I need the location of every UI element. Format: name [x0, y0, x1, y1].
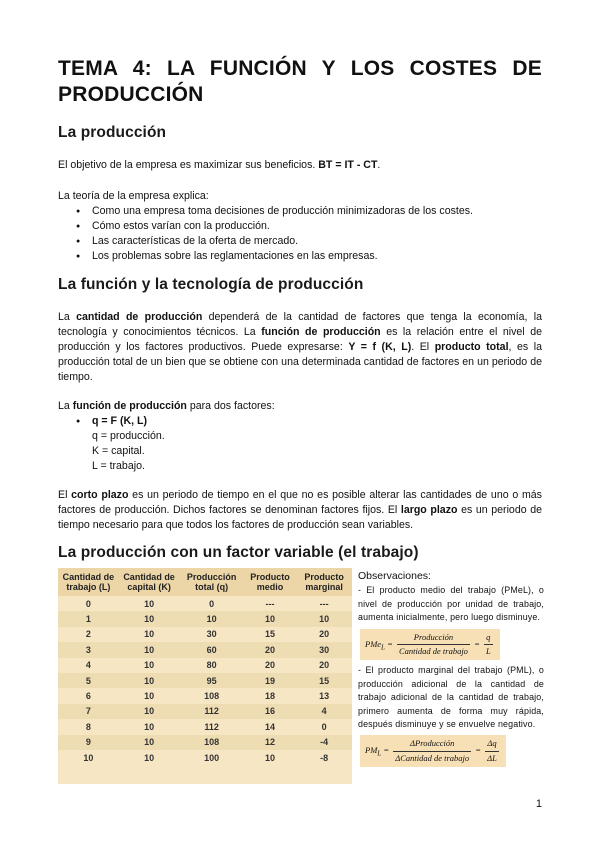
- heading-funcion-tecnologia: La función y la tecnología de producción: [58, 276, 364, 293]
- table-cell: 10: [179, 611, 243, 626]
- table-cell: 12: [244, 735, 296, 750]
- paragraph-funcion-produccion: [58, 310, 542, 385]
- list-item-formula: ● q = F (K, L): [58, 414, 147, 429]
- table-cell: 18: [264, 691, 275, 702]
- observation-producto-marginal: - El producto marginal del trabajo (PML), o producción adicional de la cantidad de trabajo adicional de la cantidad de trabajo, primero aumenta de forma muy rápida, después disminuye y se envuelve negativo.: [358, 665, 544, 730]
- table-cell: 13: [319, 691, 330, 702]
- text-segment: es un periodo de tiempo necesario para que todos los factores de producción sean variables.: [58, 504, 542, 531]
- list-item: ● Las características de la oferta de mercado.: [58, 234, 473, 249]
- text-segment: El: [58, 489, 72, 501]
- table-cell: 3: [58, 642, 119, 657]
- table-cell: 9: [58, 735, 119, 750]
- table-cell: 4: [296, 704, 352, 719]
- observations: [358, 570, 544, 771]
- table-cell: 10: [119, 704, 180, 719]
- column-header: Cantidad de trabajo (L): [58, 568, 119, 596]
- table-cell: 10: [144, 691, 155, 702]
- table-body: [58, 596, 352, 765]
- table-cell: 2: [85, 629, 91, 640]
- table-row: [58, 735, 352, 750]
- table-row: [58, 688, 352, 703]
- observations-title: Observaciones:: [358, 570, 431, 582]
- paragraph-objetivo: El objetivo de la empresa es maximizar sus beneficios. BT = IT - CT.: [58, 159, 381, 171]
- list-item: ● Como una empresa toma decisiones de producción minimizadoras de los costes.: [58, 204, 473, 219]
- table-cell: 14: [264, 721, 275, 732]
- table-cell: 80: [206, 660, 217, 671]
- table-cell: 112: [179, 704, 243, 719]
- text-segment: , es la producción total de un bien que se obtiene con una determinada cantidad de factores en un periodo de tiempo.: [58, 341, 542, 383]
- table-row: [58, 719, 352, 734]
- column-header: Cantidad de capital (K): [119, 568, 180, 596]
- table-cell: 10: [144, 660, 155, 671]
- definition-k: K = capital.: [92, 445, 145, 457]
- text-segment: cantidad de producción: [76, 311, 203, 323]
- table-cell: 5: [58, 673, 119, 688]
- column-header: Producto medio: [244, 568, 296, 596]
- text-segment: corto plazo: [71, 489, 129, 501]
- table-cell: 4: [85, 660, 91, 671]
- table-cell: 30: [296, 642, 352, 657]
- list-item: ● Cómo estos varían con la producción.: [58, 219, 473, 234]
- table-cell: 108: [179, 735, 243, 750]
- table-cell: 10: [119, 642, 180, 657]
- table-cell: 20: [264, 660, 275, 671]
- text-segment: producto total: [434, 341, 509, 353]
- observation-producto-medio: - El producto medio del trabajo (PMeL), o nivel de producción por unidad de trabajo, aumenta inicialmente, pero luego disminuye.: [358, 585, 544, 623]
- table-header-row: [58, 568, 352, 596]
- table-cell: 20: [319, 629, 330, 640]
- table-cell: 20: [244, 642, 296, 657]
- table-cell: -8: [320, 752, 329, 763]
- paragraph-corto-largo-plazo: [58, 488, 542, 533]
- table-row: [58, 627, 352, 642]
- table-cell: 10: [144, 598, 155, 609]
- table-cell: 10: [296, 611, 352, 626]
- table-cell: 0: [85, 598, 91, 609]
- table-cell: 15: [264, 629, 275, 640]
- column-header: Producto marginal: [296, 568, 352, 596]
- table-cell: 20: [319, 660, 330, 671]
- page-title: [58, 56, 542, 108]
- text-segment: La: [58, 311, 77, 323]
- list-item: ● Los problemas sobre las reglamentaciones en las empresas.: [58, 249, 473, 264]
- table-cell: 0: [321, 721, 327, 732]
- table-cell: ---: [319, 598, 329, 609]
- table-cell: 6: [85, 691, 91, 702]
- table-cell: 100: [204, 752, 220, 763]
- table-cell: 95: [179, 673, 243, 688]
- table-cell: 19: [244, 673, 296, 688]
- formula-list: [58, 414, 147, 429]
- page-number: 1: [535, 798, 542, 810]
- text-segment: Y = f (K, L): [348, 341, 412, 353]
- table-cell: 10: [119, 735, 180, 750]
- table-cell: ---: [265, 598, 275, 609]
- table-cell: 10: [119, 611, 180, 626]
- table-cell: 10: [144, 629, 155, 640]
- table-row: [58, 611, 352, 626]
- table-cell: 0: [209, 598, 215, 609]
- title-line-2: PRODUCCIÓN: [58, 83, 204, 106]
- paragraph-teoria: La teoría de la empresa explica:: [58, 190, 209, 202]
- table-cell: 1: [58, 611, 119, 626]
- text-segment: largo plazo: [400, 504, 458, 516]
- definition-l: L = trabajo.: [92, 460, 145, 472]
- heading-produccion: La producción: [58, 124, 167, 141]
- table-row: [58, 658, 352, 673]
- table-cell: 10: [264, 752, 275, 763]
- table-cell: 7: [58, 704, 119, 719]
- bullet-list-teoria: [58, 204, 473, 264]
- table-cell: 108: [204, 691, 220, 702]
- table-cell: 16: [244, 704, 296, 719]
- table-cell: 112: [204, 721, 219, 732]
- table-row: [58, 750, 352, 765]
- column-header: Producción total (q): [179, 568, 243, 596]
- table-row: [58, 704, 352, 719]
- table-row: [58, 673, 352, 688]
- heading-factor-variable: La producción con un factor variable (el trabajo): [58, 544, 419, 561]
- table-cell: 15: [296, 673, 352, 688]
- text-segment: es la relación entre el nivel de producción y los factores productivos. Puede expresarse:: [58, 326, 542, 353]
- paragraph-dos-factores: La función de producción para dos factores:: [58, 400, 275, 412]
- title-line-1: TEMA 4: LA FUNCIÓN Y LOS COSTES DE: [58, 57, 542, 80]
- formula-producto-marginal: $PM_L$ = $\frac{\text{ΔProducción}}{\text{ΔCantidad de trabajo}}$ = $\frac{\Delta q}{\Delta L}$: [360, 735, 506, 767]
- table-cell: -4: [296, 735, 352, 750]
- text-segment: dependerá de la cantidad de factores que tenga la economía, la tecnología y conocimientos técnicos. La: [58, 311, 542, 338]
- table-row: [58, 642, 352, 657]
- table-row: [58, 596, 352, 611]
- table-cell: 8: [85, 721, 91, 732]
- text-segment: . El: [411, 341, 435, 353]
- production-table: [58, 568, 352, 784]
- text-segment: función de producción: [261, 326, 381, 338]
- formula-producto-medio: PMe$_L$ = $\frac{\text{Producción}}{\text{Cantidad de trabajo}}$ = $\frac{q}{L}$: [360, 629, 500, 661]
- table-cell: 30: [206, 629, 217, 640]
- table-cell: 10: [144, 721, 155, 732]
- table-cell: 10: [119, 673, 180, 688]
- table-cell: 10: [83, 752, 94, 763]
- table-cell: 60: [179, 642, 243, 657]
- table-cell: 10: [144, 752, 155, 763]
- table-cell: 10: [244, 611, 296, 626]
- definition-q: q = producción.: [92, 430, 165, 442]
- text-segment: es un periodo de tiempo en el que no es posible alterar las cantidades de uno o más factores de producción. Dichos factores se denominan factores fijos. El: [58, 489, 542, 516]
